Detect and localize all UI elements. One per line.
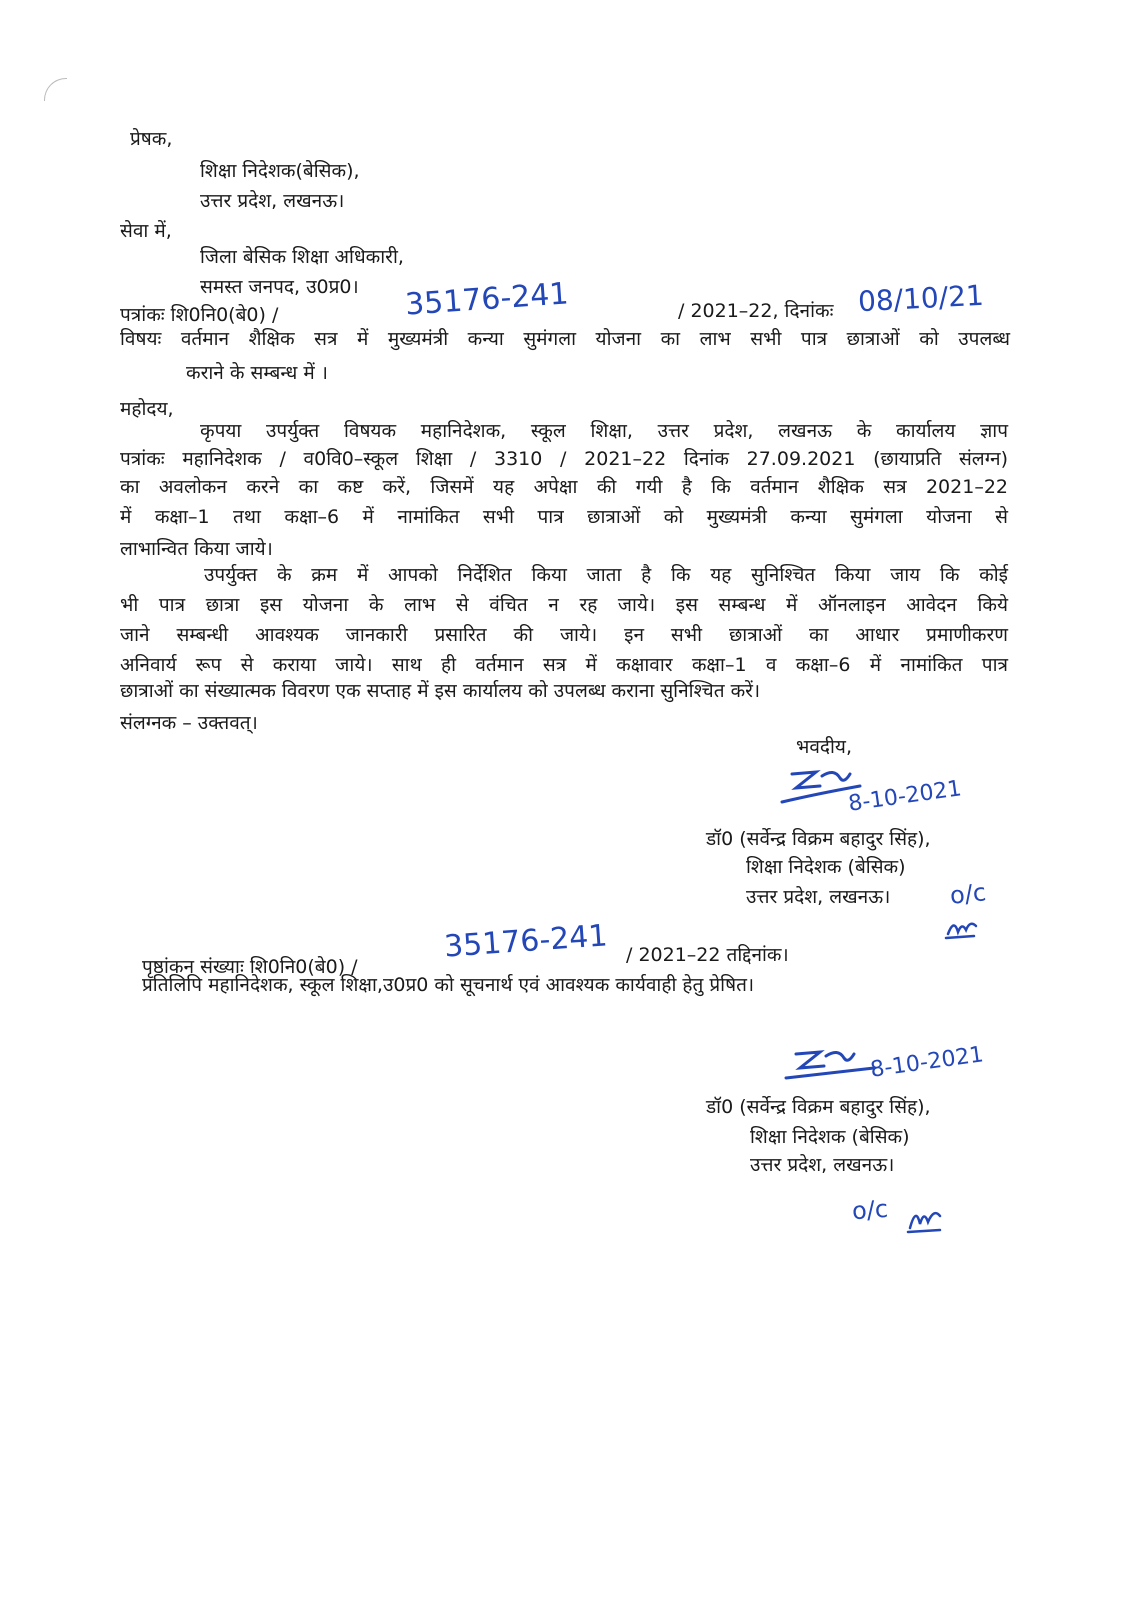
recipient-place: समस्त जनपद, उ0प्र0। xyxy=(200,276,359,298)
para1-line-4: में कक्षा–1 तथा कक्षा–6 में नामांकित सभी पात्र छात्राओं को मुख्यमंत्री कन्या सुमंगला योजना से xyxy=(120,506,1008,528)
recipient-label: सेवा में, xyxy=(120,220,172,242)
para1-line-1: कृपया उपर्युक्त विषयक महानिदेशक, स्कूल शिक्षा, उत्तर प्रदेश, लखनऊ के कार्यालय ज्ञाप xyxy=(200,420,1008,442)
signature-1-handwritten-note: o/c xyxy=(948,878,988,910)
endorsement-suffix: / 2021–22 तद्दिनांक। xyxy=(626,944,789,966)
para1-line-5: लाभान्वित किया जाये। xyxy=(120,538,273,560)
signature-2-name: डॉ0 (सर्वेन्द्र विक्रम बहादुर सिंह), xyxy=(706,1096,931,1118)
endorsement-copy-line: प्रतिलिपि महानिदेशक, स्कूल शिक्षा,उ0प्र0 को सूचनार्थ एवं आवश्यक कार्यवाही हेतु प्रेषित। xyxy=(142,974,755,996)
subject-line-1: विषयः वर्तमान शैक्षिक सत्र में मुख्यमंत्री कन्या सुमंगला योजना का लाभ सभी पात्र छात्राओं को उपलब्ध xyxy=(120,328,1010,350)
page-corner-mark xyxy=(44,78,67,101)
para2-line-4: अनिवार्य रूप से कराया जाये। साथ ही वर्तमान सत्र में कक्षावार कक्षा–1 व कक्षा–6 में नामांकित पात्र xyxy=(120,654,1008,676)
para1-line-3: का अवलोकन करने का कष्ट करें, जिसमें यह अपेक्षा की गयी है कि वर्तमान शैक्षिक सत्र 2021–22 xyxy=(120,476,1008,498)
signature-2-handwritten-note: o/c xyxy=(851,1194,889,1226)
ref-handwritten-date: 08/10/21 xyxy=(857,278,985,319)
para2-line-5: छात्राओं का संख्यात्मक विवरण एक सप्ताह में इस कार्यालय को उपलब्ध कराना सुनिश्चित करें। xyxy=(120,680,761,702)
endorsement-handwritten-number: 35176-241 xyxy=(442,918,609,965)
enclosure: संलग्नक – उक्तवत्। xyxy=(120,712,258,734)
para2-line-3: जाने सम्बन्धी आवश्यक जानकारी प्रसारित की जाये। इन सभी छात्राओं का आधार प्रमाणीकरण xyxy=(120,624,1008,646)
salutation: महोदय, xyxy=(120,398,174,420)
signature-2-scribble xyxy=(782,1044,878,1088)
subject-line-2: कराने के सम्बन्ध में । xyxy=(186,362,328,384)
signature-2-place: उत्तर प्रदेश, लखनऊ। xyxy=(750,1154,895,1176)
sender-designation: शिक्षा निदेशक(बेसिक), xyxy=(200,160,360,182)
signature-1-name: डॉ0 (सर्वेन्द्र विक्रम बहादुर सिंह), xyxy=(706,828,931,850)
para1-line-2: पत्रांकः महानिदेशक / व0वि0–स्कूल शिक्षा / 3310 / 2021–22 दिनांक 27.09.2021 (छायाप्रति संलग्न) xyxy=(120,448,1008,470)
para2-line-1: उपर्युक्त के क्रम में आपको निर्देशित किया जाता है कि यह सुनिश्चित किया जाय कि कोई xyxy=(204,564,1008,586)
ref-handwritten-number: 35176-241 xyxy=(403,276,570,323)
signature-1-designation: शिक्षा निदेशक (बेसिक) xyxy=(746,856,906,878)
signature-1-handwritten-date: 8-10-2021 xyxy=(846,776,964,817)
signature-2-initial-scribble xyxy=(906,1200,946,1236)
signature-2-designation: शिक्षा निदेशक (बेसिक) xyxy=(750,1126,910,1148)
signature-1-place: उत्तर प्रदेश, लखनऊ। xyxy=(746,886,891,908)
sender-label: प्रेषक, xyxy=(130,128,173,150)
signature-1-initial-scribble xyxy=(944,914,980,942)
ref-prefix: पत्रांकः शि0नि0(बे0) / xyxy=(120,304,279,326)
recipient-designation: जिला बेसिक शिक्षा अधिकारी, xyxy=(200,246,404,268)
signature-2-handwritten-date: 8-10-2021 xyxy=(868,1042,986,1083)
sender-place: उत्तर प्रदेश, लखनऊ। xyxy=(200,190,345,212)
endorsement-prefix: पृष्ठांकन संख्याः शि0नि0(बे0) / xyxy=(142,956,358,978)
ref-suffix: / 2021–22, दिनांकः xyxy=(678,300,834,322)
para2-line-2: भी पात्र छात्रा इस योजना के लाभ से वंचित न रह जाये। इस सम्बन्ध में ऑनलाइन आवेदन किये xyxy=(120,594,1008,616)
closing: भवदीय, xyxy=(796,736,852,758)
